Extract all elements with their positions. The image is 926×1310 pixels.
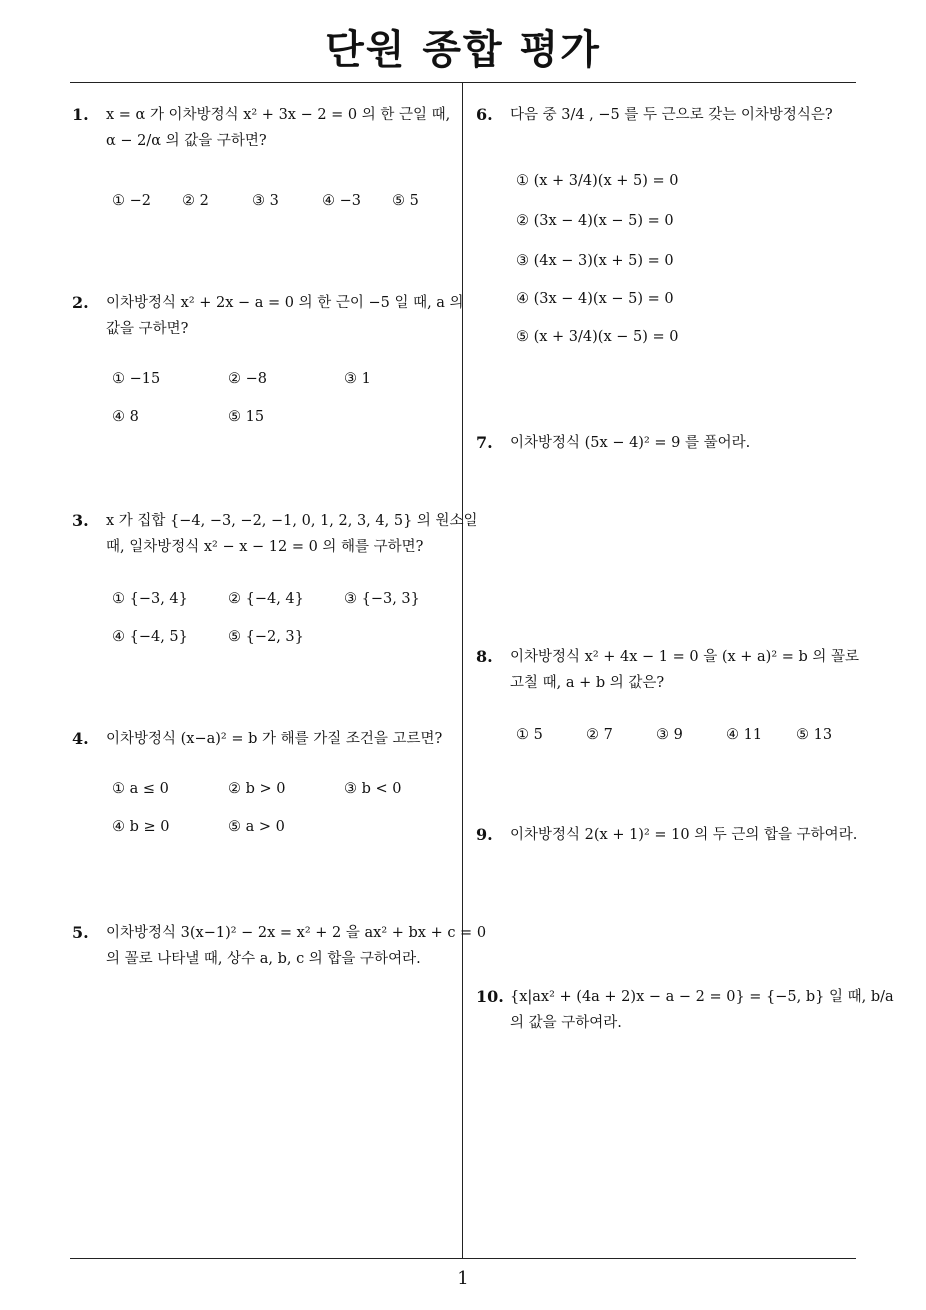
question-5 bbox=[72, 920, 487, 980]
choice-5[interactable]: ⑤ 15 bbox=[228, 409, 265, 425]
choice-2[interactable]: ② (3x − 4)(x − 5) = 0 bbox=[516, 213, 674, 229]
choice-5[interactable]: ⑤ {−2, 3} bbox=[228, 629, 304, 645]
question-text: 의 값을 구하여라. bbox=[510, 1015, 622, 1031]
choice-4[interactable]: ④ {−4, 5} bbox=[112, 629, 188, 645]
choice-2[interactable]: ② 2 bbox=[182, 193, 209, 209]
choice-1[interactable]: ① 5 bbox=[516, 727, 543, 743]
choice-3[interactable]: ③ (4x − 3)(x + 5) = 0 bbox=[516, 253, 674, 269]
choice-1[interactable]: ① a ≤ 0 bbox=[112, 781, 169, 797]
question-number: 6. bbox=[476, 105, 493, 124]
question-text: 이차방정식 x² + 2x − a = 0 의 한 근이 −5 일 때, a 의 bbox=[106, 295, 464, 311]
footer-rule bbox=[70, 1258, 856, 1259]
choice-2[interactable]: ② −8 bbox=[228, 371, 267, 387]
choice-4[interactable]: ④ 8 bbox=[112, 409, 139, 425]
question-number: 8. bbox=[476, 647, 493, 666]
choice-5[interactable]: ⑤ (x + 3/4)(x − 5) = 0 bbox=[516, 329, 679, 345]
question-4 bbox=[72, 726, 457, 856]
header-rule bbox=[70, 82, 856, 83]
choice-4[interactable]: ④ b ≥ 0 bbox=[112, 819, 170, 835]
choice-3[interactable]: ③ {−3, 3} bbox=[344, 591, 420, 607]
choice-2[interactable]: ② {−4, 4} bbox=[228, 591, 304, 607]
question-number: 2. bbox=[72, 293, 89, 312]
question-8 bbox=[476, 644, 861, 754]
choice-5[interactable]: ⑤ 5 bbox=[392, 193, 419, 209]
choice-1[interactable]: ① −2 bbox=[112, 193, 151, 209]
choice-4[interactable]: ④ −3 bbox=[322, 193, 361, 209]
question-number: 9. bbox=[476, 825, 493, 844]
choice-2[interactable]: ② b > 0 bbox=[228, 781, 286, 797]
choice-3[interactable]: ③ b < 0 bbox=[344, 781, 402, 797]
choice-4[interactable]: ④ 11 bbox=[726, 727, 763, 743]
question-number: 10. bbox=[476, 987, 504, 1006]
question-6 bbox=[476, 102, 861, 362]
question-7 bbox=[476, 430, 861, 460]
question-text: 값을 구하면? bbox=[106, 321, 189, 337]
question-text: 이차방정식 (5x − 4)² = 9 를 풀어라. bbox=[510, 435, 751, 451]
choice-5[interactable]: ⑤ a > 0 bbox=[228, 819, 285, 835]
question-10 bbox=[476, 984, 894, 1044]
question-text: 다음 중 3/4 , −5 를 두 근으로 갖는 이차방정식은? bbox=[510, 107, 833, 123]
question-9 bbox=[476, 822, 861, 852]
page-number: 1 bbox=[457, 1268, 469, 1289]
question-number: 3. bbox=[72, 511, 89, 530]
question-text: 의 꼴로 나타낼 때, 상수 a, b, c 의 합을 구하여라. bbox=[106, 951, 421, 967]
choice-1[interactable]: ① (x + 3/4)(x + 5) = 0 bbox=[516, 173, 679, 189]
question-text: x = α 가 이차방정식 x² + 3x − 2 = 0 의 한 근일 때, bbox=[106, 107, 451, 123]
question-text: 이차방정식 x² + 4x − 1 = 0 을 (x + a)² = b 의 꼴로 bbox=[510, 649, 860, 665]
question-text: 이차방정식 2(x + 1)² = 10 의 두 근의 합을 구하여라. bbox=[510, 827, 858, 843]
choice-2[interactable]: ② 7 bbox=[586, 727, 613, 743]
question-number: 1. bbox=[72, 105, 89, 124]
choice-3[interactable]: ③ 1 bbox=[344, 371, 371, 387]
question-number: 5. bbox=[72, 923, 89, 942]
question-text: 때, 일차방정식 x² − x − 12 = 0 의 해를 구하면? bbox=[106, 539, 424, 555]
question-2 bbox=[72, 290, 464, 440]
question-3 bbox=[72, 508, 478, 658]
question-text: α − 2/α 의 값을 구하면? bbox=[106, 133, 267, 149]
column-divider bbox=[462, 82, 463, 1258]
question-text: 이차방정식 3(x−1)² − 2x = x² + 2 을 ax² + bx + c = 0 bbox=[106, 925, 487, 941]
question-text: 고칠 때, a + b 의 값은? bbox=[510, 675, 665, 691]
question-number: 7. bbox=[476, 433, 493, 452]
choice-1[interactable]: ① {−3, 4} bbox=[112, 591, 188, 607]
choice-1[interactable]: ① −15 bbox=[112, 371, 161, 387]
question-text: {x|ax² + (4a + 2)x − a − 2 = 0} = {−5, b} 일 때, b/a bbox=[510, 989, 894, 1005]
page-title: 단원 종합 평가 bbox=[325, 27, 601, 73]
question-1 bbox=[72, 102, 457, 232]
choice-3[interactable]: ③ 9 bbox=[656, 727, 683, 743]
question-number: 4. bbox=[72, 729, 89, 748]
choice-5[interactable]: ⑤ 13 bbox=[796, 727, 833, 743]
question-text: 이차방정식 (x−a)² = b 가 해를 가질 조건을 고르면? bbox=[106, 731, 443, 747]
question-text: x 가 집합 {−4, −3, −2, −1, 0, 1, 2, 3, 4, 5} 의 원소일 bbox=[106, 513, 478, 529]
choice-3[interactable]: ③ 3 bbox=[252, 193, 279, 209]
choice-4[interactable]: ④ (3x − 4)(x − 5) = 0 bbox=[516, 291, 674, 307]
